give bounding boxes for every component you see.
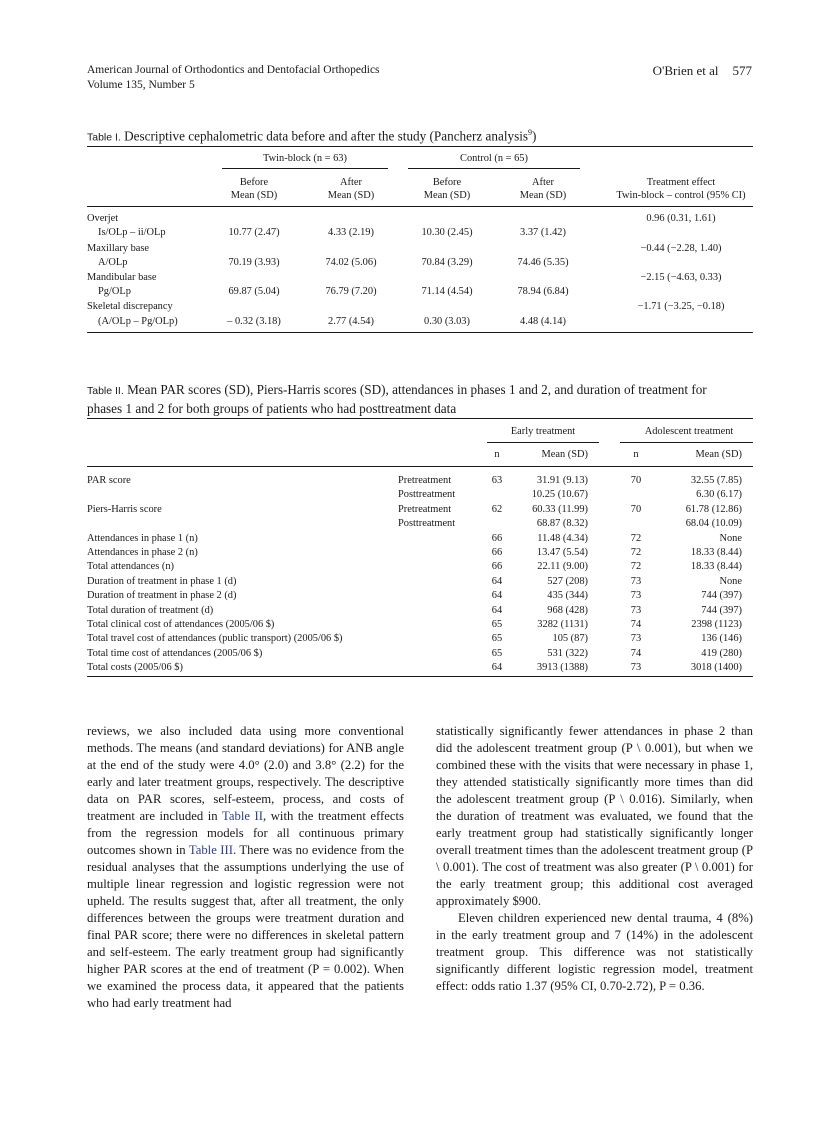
table2-cell-m2: 68.04 (10.09)	[685, 518, 742, 530]
table2-cell-n2: 73	[630, 604, 642, 616]
table2-cell-label: Total clinical cost of attendances (2005/06 $)	[87, 619, 275, 630]
table1-top-rule	[87, 146, 753, 147]
table2-top-rule	[87, 418, 753, 419]
page-number: 577	[732, 63, 752, 78]
table2-group-adolescent: Adolescent treatment	[644, 426, 734, 437]
table2-cell-n1: 65	[491, 633, 503, 645]
table1-head-c-before: Before Mean (SD)	[423, 177, 471, 201]
table2-cell-label: Attendances in phase 2 (n)	[87, 547, 198, 558]
table2-cell-n2: 73	[630, 590, 642, 602]
table1-caption: Table I. Descriptive cephalometric data before and after the study (Pancherz analysis$^9$)	[87, 128, 537, 144]
table2-bottom-rule	[87, 676, 753, 677]
table1-head-c-after: After Mean (SD)	[519, 177, 567, 201]
table2-cell-label: Total duration of treatment (d)	[87, 604, 214, 616]
table2-cell-n2: 73	[630, 575, 642, 587]
table2-cell-n2: 72	[630, 547, 642, 558]
table2-cell-m2: 61.78 (12.86)	[685, 503, 742, 515]
table1-head-effect: Treatment effect Twin-block – control (95% CI)	[616, 177, 746, 201]
table2-cell-m2: 744 (397)	[701, 590, 742, 602]
table2-group-early: Early treatment	[510, 426, 576, 437]
table2-group2-rule	[620, 442, 753, 443]
table2-cell-m2: 18.33 (8.44)	[690, 547, 742, 558]
table2-header-rule	[87, 466, 753, 467]
table2-cell-phase: Pretreatment	[398, 475, 452, 486]
table2-cell-n2: 74	[630, 647, 642, 659]
table2-head-n2: n	[633, 449, 639, 460]
table2-cell-label: Total time cost of attendances (2005/06 $)	[87, 647, 263, 659]
table2-cell-n2: 72	[630, 532, 642, 544]
author-line: O'Brien et al	[652, 63, 719, 78]
running-header-right	[653, 63, 752, 78]
table2-head-mean1: Mean (SD)	[541, 449, 588, 460]
table2-cell-m2: None	[719, 575, 742, 587]
table2-cell-n1: 66	[491, 547, 503, 558]
table2-cell-n2: 73	[630, 662, 642, 674]
table1-label: Table I.	[87, 131, 121, 144]
table2-cell-n1: 64	[491, 575, 503, 587]
table2-cell-m2: 32.55 (7.85)	[690, 475, 742, 486]
table2-cell-label: Duration of treatment in phase 2 (d)	[87, 590, 237, 602]
table1-header-rule	[87, 206, 753, 207]
table2-caption: Table II. Mean PAR scores (SD), Piers-Harris scores (SD), attendances in phases 1 and 2, and duration of treatment for phases 1 and 2 for both groups of patients who had posttreatment data	[87, 382, 707, 416]
table2-cell-m1: 531 (322)	[547, 647, 588, 659]
table2-cell-phase: Posttreatment	[398, 518, 456, 530]
table2-cell-n1: 66	[491, 561, 503, 573]
table2-cell-n2: 73	[630, 633, 642, 645]
table2-cell-n1: 64	[491, 662, 503, 674]
table2-head-mean2: Mean (SD)	[695, 449, 742, 460]
body-column-left: reviews, we also included data using more conventional methods. The means (and standard deviations) for ANB angle at the end of the study were 4.0° (2.0) and 3.8° (2.2) for the early and later treatment groups, respectively. The descriptive data on PAR scores, self-esteem, process, and costs of treatment are included in Table II, with the treatment effects from the regression models for all continuous primary outcomes shown in Table III. There was no evidence from the residual analyses that the assumptions underlying the use of multiple linear regression and logistic regression were not upheld. The results suggest that, after all treatment, the only differences between the groups were treatment duration and final PAR score; there were no differences in skeletal pattern and self-esteem. The early treatment group had significantly higher PAR scores at the end of treatment (P = 0.002). When we examined the process data, it appeared that the patients who had early treatment had	[87, 724, 405, 1010]
table2-cell-n2: 74	[630, 619, 642, 630]
table2-cell-m1: 527 (208)	[547, 575, 588, 587]
table1-head-tb-before: Before Mean (SD)	[230, 177, 278, 201]
table2-cell-m2: 744 (397)	[701, 604, 742, 616]
table2-cell-phase: Pretreatment	[398, 503, 452, 515]
table2-cell-n1: 62	[491, 503, 503, 515]
table2-cell-n1: 65	[491, 619, 503, 630]
table2-cell-label: Total costs (2005/06 $)	[87, 662, 183, 674]
table2-cell-n1: 64	[491, 604, 503, 616]
table2-cell-m1: 22.11 (9.00)	[537, 561, 588, 573]
table2-group1-rule	[487, 442, 599, 443]
paragraph: Eleven children experienced new dental trauma, 4 (8%) in the early treatment group and 7 (14%) in the adolescent treatment group. This difference was not statistically significantly different logistic regression model, treatment effect: odds ratio 1.37 (95% CI, 0.70-2.72), P = 0.36.	[436, 911, 753, 993]
table2-cell-m1: 10.25 (10.67)	[531, 489, 588, 501]
table2-cell-m1: 105 (87)	[552, 633, 588, 645]
table2-cell-n2: 72	[630, 561, 642, 573]
table2-cell-m1: 435 (344)	[547, 590, 588, 602]
table2-cell-m2: 2398 (1123)	[691, 619, 742, 630]
table2-label: Table II.	[87, 385, 124, 397]
table1-group1-rule	[222, 168, 388, 169]
table2-cell-m1: 3282 (1131)	[537, 619, 588, 630]
table2-cell-n1: 65	[491, 647, 503, 659]
journal-volume: Volume 135, Number 5	[87, 79, 195, 91]
table2-cell-label: PAR score	[87, 475, 131, 486]
table-ii-link[interactable]: Table II	[222, 809, 264, 823]
running-header-left	[87, 63, 380, 93]
table2-cell-m2: None	[719, 532, 742, 544]
table2-cell-n2: 70	[630, 503, 642, 515]
table2-cell-label: Total travel cost of attendances (public transport) (2005/06 $)	[87, 633, 343, 645]
table1-caption-text: Descriptive cephalometric data before and after the study (Pancherz analysis	[124, 128, 529, 144]
table2-cell-n1: 66	[491, 532, 503, 544]
table1-bottom-rule	[87, 332, 753, 333]
table1-ref[interactable]: 9	[528, 128, 533, 137]
body-column-right	[436, 723, 753, 995]
table2-cell-m2: 419 (280)	[701, 647, 742, 659]
table2-cell-n1: 64	[491, 590, 503, 602]
table1-group-twinblock: Twin-block (n = 63)	[263, 153, 347, 164]
table2-cell-label: Total attendances (n)	[87, 561, 174, 573]
table2-cell-m1: 3913 (1388)	[536, 662, 588, 674]
table2-cell-m1: 60.33 (11.99)	[532, 503, 588, 515]
table1-group-control: Control (n = 65)	[460, 153, 528, 164]
table2-cell-label: Duration of treatment in phase 1 (d)	[87, 575, 237, 587]
table2-cell-n2: 70	[630, 475, 642, 486]
table2-cell-m2: 3018 (1400)	[690, 662, 742, 674]
table2-cell-m1: 11.48 (4.34)	[537, 532, 588, 544]
table2-cell-n1: 63	[491, 475, 503, 486]
table2-cell-m1: 68.87 (8.32)	[536, 518, 588, 530]
table1-group2-rule	[408, 168, 580, 169]
table2-cell-phase: Posttreatment	[398, 489, 456, 501]
table2-cell-m2: 6.30 (6.17)	[696, 489, 742, 501]
table2-cell-m2: 18.33 (8.44)	[690, 561, 742, 573]
table2-cell-m2: 136 (146)	[701, 633, 742, 645]
journal-title: American Journal of Orthodontics and Dentofacial Orthopedics	[87, 64, 380, 76]
table1-head-tb-after: After Mean (SD)	[327, 177, 375, 201]
table2-cell-label: Attendances in phase 1 (n)	[87, 532, 198, 544]
paragraph: statistically significantly fewer attendances in phase 2 than did the adolescent treatment group (P \ 0.001), but when we combined these with the visits that were necessary in phase 1, they attended statistically significantly more times than did the adolescent treatment group (P \ 0.016). Similarly, when the duration of treatment was evaluated, we found that the early treatment group had statistically significantly longer overall treatment times than the adolescent treatment group (P \ 0.001). The cost of treatment was also greater (P \ 0.001) for the early treatment group; this additional cost averaged approximately $900.	[436, 724, 753, 908]
table2-head-n1: n	[494, 449, 500, 460]
table2-cell-m1: 968 (428)	[547, 604, 588, 616]
table2-cell-m1: 13.47 (5.54)	[536, 547, 588, 558]
table2-cell-label: Piers-Harris score	[87, 503, 162, 515]
table2-cell-m1: 31.91 (9.13)	[536, 475, 588, 486]
table-iii-link[interactable]: Table III	[188, 843, 233, 857]
